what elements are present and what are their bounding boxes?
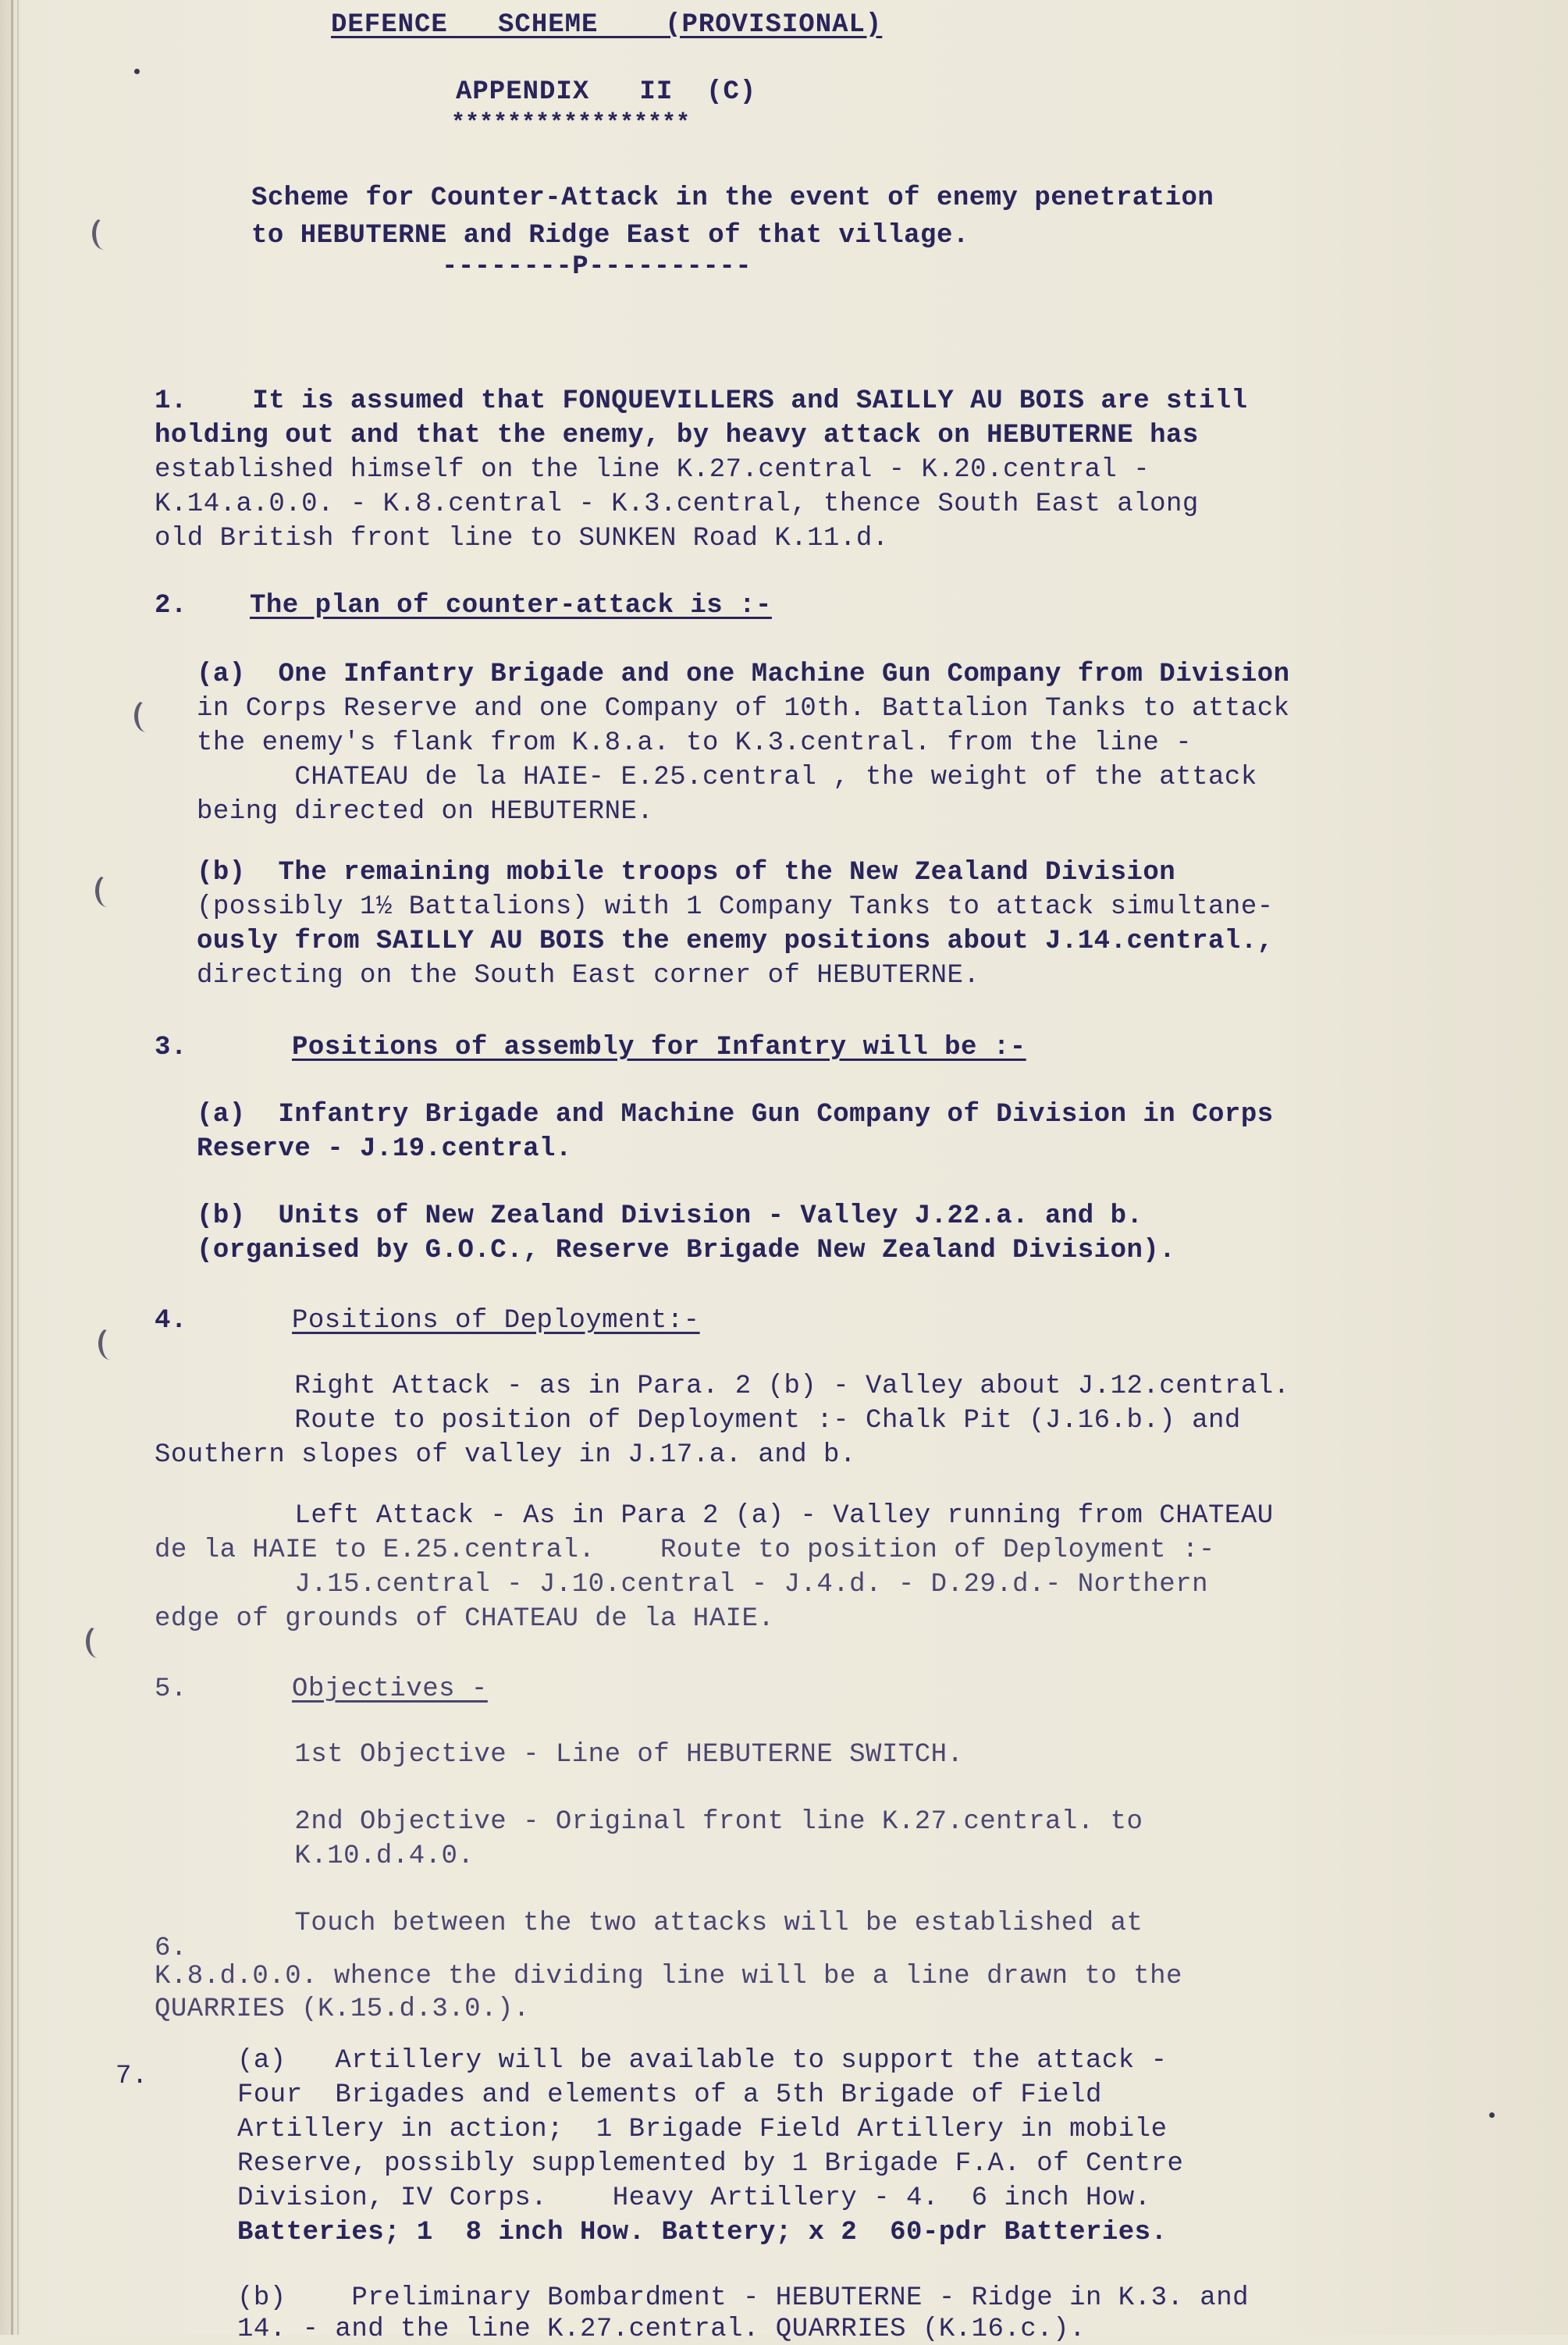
para3-b-line: (organised by G.O.C., Reserve Brigade New Zealand Division). [197, 1236, 1176, 1265]
document-title: DEFENCE SCHEME (PROVISIONAL) [331, 10, 883, 40]
paper-edge-shadow [17, 0, 19, 2335]
objective-2-line: K.10.d.4.0. [197, 1841, 475, 1871]
para2-a-line: in Corps Reserve and one Company of 10th. Battalion Tanks to attack [197, 694, 1290, 724]
para3-heading: Positions of assembly for Infantry will be :- [292, 1033, 1026, 1062]
para4-heading: Positions of Deployment:- [292, 1306, 700, 1336]
para5-heading: Objectives - [292, 1674, 488, 1704]
objective-1: 1st Objective - Line of HEBUTERNE SWITCH. [197, 1740, 964, 1770]
ink-speck [134, 69, 140, 74]
para6-line: QUARRIES (K.15.d.3.0.). [155, 1994, 530, 2024]
para2-a-line: (a) One Infantry Brigade and one Machine Gun Company from Division [197, 660, 1290, 689]
para3-number: 3. [155, 1033, 187, 1062]
para6-line: Touch between the two attacks will be established at [197, 1909, 1143, 1938]
para7-b-line: (b) Preliminary Bombardment - HEBUTERNE - Ridge in K.3. and [237, 2283, 1250, 2313]
para2-heading: The plan of counter-attack is :- [250, 591, 772, 621]
para2-a-line: being directed on HEBUTERNE. [197, 797, 654, 827]
para7-b-line: 14. - and the line K.27.central. QUARRIES (K.16.c.). [237, 2315, 1086, 2344]
para1-line: K.14.a.0.0. - K.8.central - K.3.central, thence South East along [155, 489, 1199, 519]
scheme-title-line: to HEBUTERNE and Ridge East of that village. [251, 221, 969, 251]
paper-edge [11, 0, 13, 2335]
para2-b-line: (b) The remaining mobile troops of the New Zealand Division [197, 858, 1176, 888]
para1-line: established himself on the line K.27.central - K.20.central - [155, 455, 1150, 485]
para2-b-line: (possibly 1½ Battalions) with 1 Company Tanks to attack simultane- [197, 892, 1274, 922]
para4-left-line: edge of grounds of CHATEAU de la HAIE. [155, 1604, 775, 1634]
punch-hole-mark [98, 1327, 123, 1360]
para1-line: holding out and that the enemy, by heavy attack on HEBUTERNE has [155, 421, 1199, 450]
para4-left-line: de la HAIE to E.25.central. Route to position of Deployment :- [155, 1535, 1215, 1565]
para7-number: 7. [116, 2062, 148, 2091]
para2-a-line: the enemy's flank from K.8.a. to K.3.central. from the line - [197, 728, 1193, 758]
para3-a-line: Reserve - J.19.central. [197, 1134, 572, 1164]
scheme-title-line: Scheme for Counter-Attack in the event of enemy penetration [251, 183, 1214, 213]
para7-a-line: Reserve, possibly supplemented by 1 Brigade F.A. of Centre [237, 2149, 1184, 2179]
para7-a-line: Artillery in action; 1 Brigade Field Artillery in mobile [237, 2115, 1168, 2144]
para6-line: K.8.d.0.0. whence the dividing line will be a line drawn to the [155, 1962, 1182, 1991]
para7-a-line: (a) Artillery will be available to support the attack - [237, 2046, 1168, 2076]
header-divider: --------P---------- [442, 252, 752, 282]
para4-left-line: J.15.central - J.10.central - J.4.d. - D.29.d.- Northern [197, 1570, 1209, 1600]
para2-a-line: CHATEAU de la HAIE- E.25.central , the weight of the attack [197, 763, 1257, 792]
para5-number: 5. [155, 1674, 187, 1704]
para7-a-line: Four Brigades and elements of a 5th Brigade of Field [237, 2080, 1102, 2110]
para3-a-line: (a) Infantry Brigade and Machine Gun Company of Division in Corps [197, 1100, 1274, 1130]
ink-speck [1489, 2112, 1495, 2118]
para4-left-line: Left Attack - As in Para 2 (a) - Valley running from CHATEAU [197, 1501, 1274, 1531]
para7-a-line: Division, IV Corps. Heavy Artillery - 4. 6 inch How. [237, 2183, 1151, 2213]
para4-right-line: Southern slopes of valley in J.17.a. and b. [155, 1440, 856, 1470]
para1-line: old British front line to SUNKEN Road K.11.d. [155, 524, 889, 553]
punch-hole-mark [86, 1625, 110, 1658]
para4-right-line: Right Attack - as in Para. 2 (b) - Valley about J.12.central. [197, 1372, 1290, 1401]
appendix-heading: APPENDIX II (C) [456, 77, 757, 107]
para4-right-line: Route to position of Deployment :- Chalk Pit (J.16.b.) and [197, 1406, 1241, 1436]
punch-hole-mark [95, 874, 119, 907]
para2-number: 2. [155, 591, 187, 621]
para3-b-line: (b) Units of New Zealand Division - Valley J.22.a. and b. [197, 1201, 1143, 1231]
punch-hole-mark [92, 217, 116, 250]
objective-2-line: 2nd Objective - Original front line K.27.central. to [197, 1807, 1143, 1837]
para7-a-line: Batteries; 1 8 inch How. Battery; x 2 60-pdr Batteries. [237, 2218, 1168, 2247]
para2-b-line: directing on the South East corner of HEBUTERNE. [197, 961, 980, 991]
para6-number: 6. [155, 1934, 187, 1963]
punch-hole-mark [134, 699, 158, 732]
para1-line: 1. It is assumed that FONQUEVILLERS and SAILLY AU BOIS are still [155, 386, 1248, 416]
para4-number: 4. [155, 1306, 187, 1336]
appendix-stars: ***************** [451, 110, 691, 137]
para2-b-line: ously from SAILLY AU BOIS the enemy positions about J.14.central., [197, 927, 1274, 956]
